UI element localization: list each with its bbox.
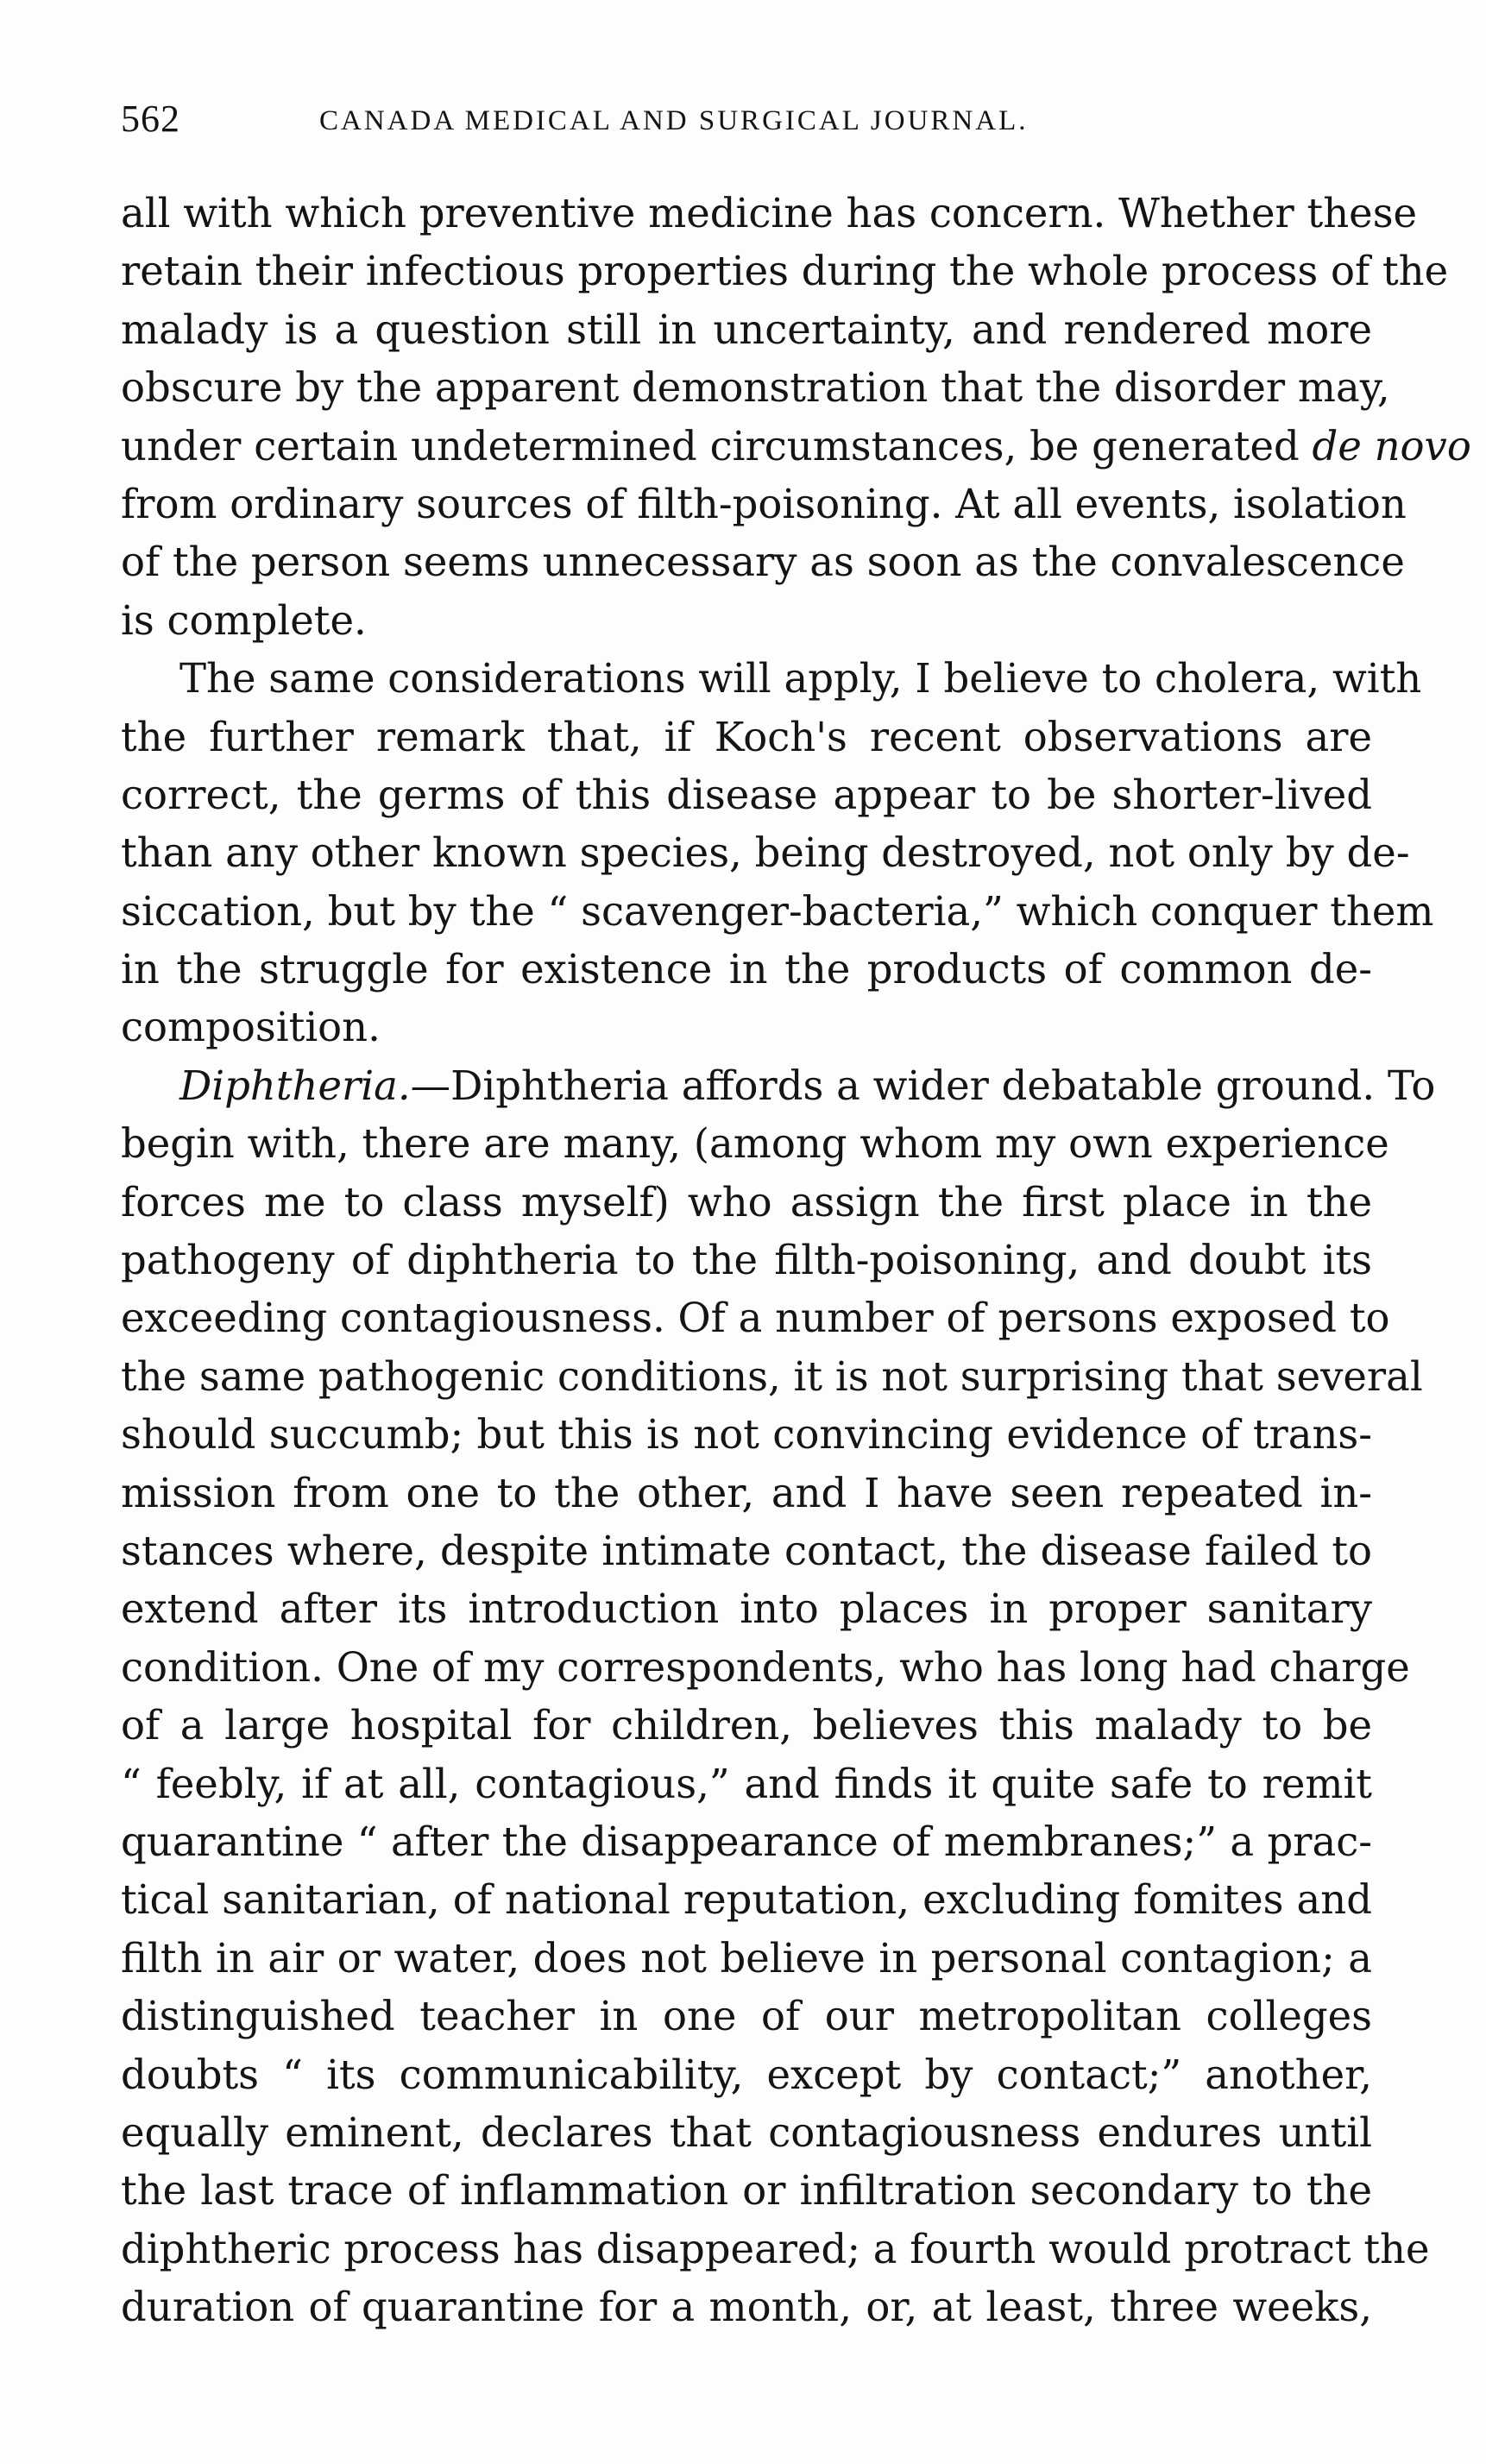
text-line: than any other known species, being destroyed, not only by de- xyxy=(121,829,1410,877)
text-line: duration of quarantine for a month, or, at least, three weeks, xyxy=(121,2284,1372,2331)
text-line: equally eminent, declares that contagiousness endures until xyxy=(121,2108,1372,2156)
text-line: of the person seems unnecessary as soon as the convalescence xyxy=(121,539,1405,586)
text-line xyxy=(121,418,1471,476)
text-line: the last trace of inflammation or infiltration secondary to the xyxy=(121,2167,1372,2215)
italic-phrase: de novo xyxy=(1312,422,1471,469)
text-line: all with which preventive medicine has concern. Whether these xyxy=(121,190,1418,236)
text-line: condition. One of my correspondents, who has long had charge xyxy=(121,1643,1410,1691)
text-line: retain their infectious properties during the whole process of the xyxy=(121,248,1449,295)
page-number: 562 xyxy=(121,98,180,140)
text-line: quarantine “ after the disappearance of membranes;” a prac- xyxy=(121,1818,1372,1865)
text-line: should succumb; but this is not convincing evidence of trans- xyxy=(121,1411,1372,1459)
text-line: in the struggle for existence in the products of common de- xyxy=(121,946,1372,993)
text-line: correct, the germs of this disease appear to be shorter-lived xyxy=(121,771,1372,818)
text-line: exceeding contagiousness. Of a number of persons exposed to xyxy=(121,1295,1390,1342)
text-segment: under certain undetermined circumstances, be generated xyxy=(121,422,1300,469)
text-line: composition. xyxy=(121,1004,381,1051)
text-line: stances where, despite intimate contact, the disease failed to xyxy=(121,1527,1372,1574)
text-line: extend after its introduction into places in proper sanitary xyxy=(121,1585,1372,1633)
section-heading-diphtheria: Diphtheria. xyxy=(179,1062,411,1109)
text-line: pathogeny of diphtheria to the filth-poisoning, and doubt its xyxy=(121,1237,1372,1284)
text-line: distinguished teacher in one of our metropolitan colleges xyxy=(121,1993,1372,2040)
text-line: begin with, there are many, (among whom my own experience xyxy=(121,1120,1389,1168)
text-line: of a large hospital for children, believes this malady to be xyxy=(121,1702,1372,1749)
text-line: from ordinary sources of filth-poisoning. At all events, isolation xyxy=(121,480,1407,527)
text-line: tical sanitarian, of national reputation, excluding fomites and xyxy=(121,1876,1372,1924)
text-line: doubts “ its communicability, except by contact;” another, xyxy=(121,2051,1372,2098)
text-line: is complete. xyxy=(121,596,367,644)
text-line: the further remark that, if Koch's recent observations are xyxy=(121,713,1372,760)
text-line: filth in air or water, does not believe in personal contagion; a xyxy=(121,1934,1372,1982)
journal-title: CANADA MEDICAL AND SURGICAL JOURNAL. xyxy=(319,105,1029,136)
running-head xyxy=(121,97,1389,148)
text-line: “ feebly, if at all, contagious,” and finds it quite safe to remit xyxy=(121,1760,1372,1807)
text-line: the same pathogenic conditions, it is not surprising that several xyxy=(121,1352,1423,1400)
text-line: mission from one to the other, and I have seen repeated in- xyxy=(121,1469,1372,1516)
article-body xyxy=(121,185,1471,2336)
text-line: obscure by the apparent demonstration that the disorder may, xyxy=(121,364,1390,412)
text-line: forces me to class myself) who assign the first place in the xyxy=(121,1178,1372,1226)
text-line: siccation, but by the “ scavenger-bacteria,” which conquer them xyxy=(121,887,1434,935)
text-line: malady is a question still in uncertainty, and rendered more xyxy=(121,306,1372,353)
text-line xyxy=(121,1057,1436,1115)
text-line: The same considerations will apply, I believe to cholera, with xyxy=(179,655,1422,703)
text-segment: —Diphtheria affords a wider debatable ground. To xyxy=(410,1062,1436,1109)
text-line: diphtheric process has disappeared; a fourth would protract the xyxy=(121,2225,1430,2272)
